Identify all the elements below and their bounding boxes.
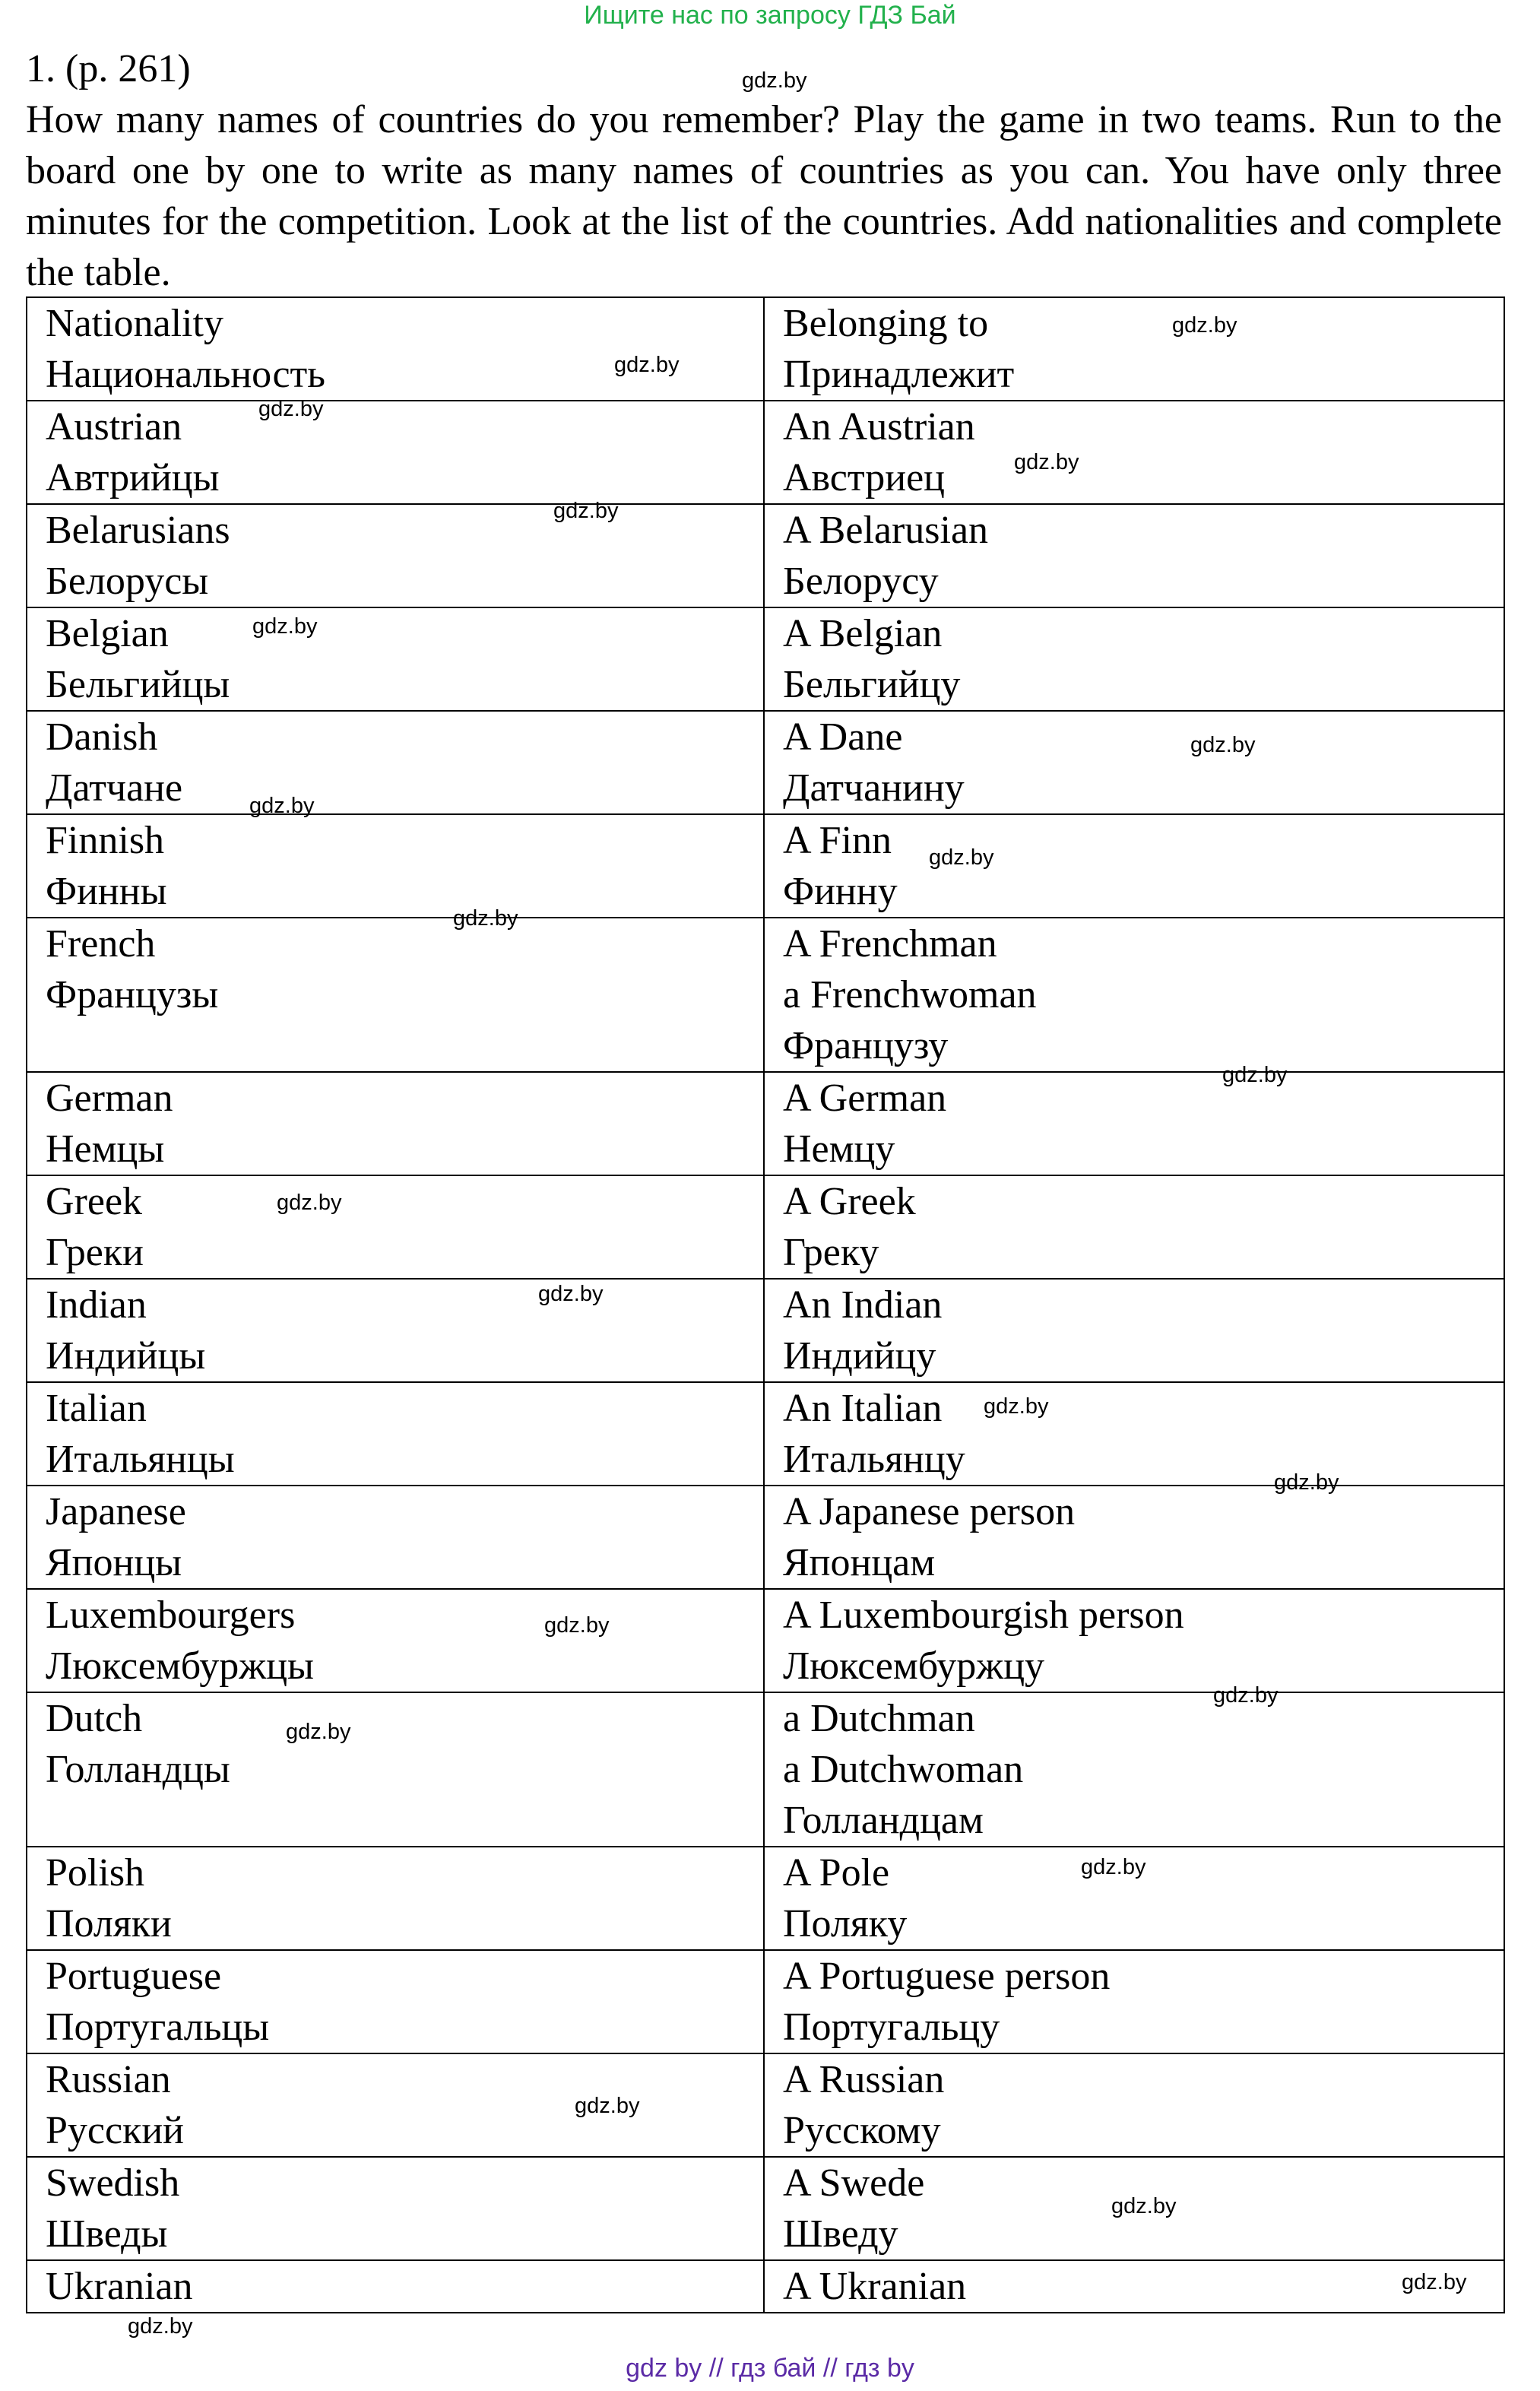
- nationality-text: Belgian: [46, 612, 169, 655]
- belonging-text: A Japanese person: [783, 1490, 1076, 1533]
- nationality-text: Шведы: [46, 2212, 168, 2256]
- table-row: [27, 711, 1504, 814]
- watermark: gdz.by: [258, 397, 324, 421]
- belonging-text: A German: [783, 1077, 947, 1120]
- belonging-text: A Luxembourgish person: [783, 1593, 1184, 1637]
- nationalities-table: [26, 296, 1505, 2313]
- watermark: gdz.by: [984, 1394, 1049, 1419]
- nationality-text: Белорусы: [46, 560, 209, 603]
- watermark: gdz.by: [1014, 450, 1079, 474]
- watermark: gdz.by: [1274, 1470, 1339, 1495]
- nationality-cell: [27, 401, 764, 504]
- belonging-text: Греку: [783, 1231, 879, 1274]
- belonging-text: Русскому: [783, 2109, 941, 2152]
- table-row: [27, 504, 1504, 607]
- belonging-text: A Dane: [783, 715, 903, 759]
- belonging-text: a Dutchman: [783, 1697, 975, 1740]
- belonging-text: An Austrian: [783, 405, 975, 449]
- belonging-text: a Frenchwoman: [783, 973, 1037, 1016]
- header-label-en: Nationality: [46, 302, 223, 345]
- watermark: gdz.by: [1213, 1683, 1279, 1708]
- belonging-text: Португальцу: [783, 2006, 1000, 2049]
- nationality-cell: [27, 2260, 764, 2313]
- table-row: [27, 607, 1504, 711]
- nationality-cell: [27, 2053, 764, 2157]
- belonging-text: An Indian: [783, 1283, 943, 1327]
- watermark: gdz.by: [249, 794, 315, 818]
- belonging-text: Итальянцу: [783, 1438, 965, 1481]
- nationality-text: French: [46, 922, 156, 966]
- belonging-text: Бельгийцу: [783, 663, 961, 706]
- nationality-text: German: [46, 1077, 173, 1120]
- nationality-text: Polish: [46, 1851, 145, 1895]
- belonging-cell: [764, 711, 1504, 814]
- nationality-text: Бельгийцы: [46, 663, 230, 706]
- nationality-cell: [27, 1175, 764, 1279]
- nationality-text: Датчане: [46, 766, 183, 810]
- watermark: gdz.by: [1190, 733, 1256, 757]
- nationality-text: Indian: [46, 1283, 147, 1327]
- belonging-text: A Greek: [783, 1180, 916, 1223]
- nationality-cell: [27, 1072, 764, 1175]
- belonging-cell: [764, 504, 1504, 607]
- belonging-cell: [764, 1382, 1504, 1486]
- watermark: gdz.by: [1402, 2270, 1467, 2294]
- belonging-text: Белорусу: [783, 560, 939, 603]
- nationality-text: Austrian: [46, 405, 182, 449]
- belonging-text: Поляку: [783, 1902, 908, 1945]
- nationality-cell: [27, 1382, 764, 1486]
- watermark: gdz.by: [544, 1613, 610, 1638]
- belonging-cell: [764, 1279, 1504, 1382]
- belonging-text: Немцу: [783, 1127, 895, 1171]
- belonging-cell: [764, 1589, 1504, 1692]
- nationality-cell: [27, 1279, 764, 1382]
- table-row: [27, 1847, 1504, 1950]
- header-label-ru: Национальность: [46, 353, 325, 396]
- belonging-text: A Belgian: [783, 612, 943, 655]
- footer-link[interactable]: gdz by // гдз бай // гдз by: [626, 2354, 914, 2383]
- table-row: [27, 814, 1504, 918]
- belonging-cell: [764, 1175, 1504, 1279]
- header-cell-nationality: [27, 297, 764, 401]
- belonging-cell: [764, 1950, 1504, 2053]
- watermark: gdz.by: [575, 2094, 640, 2118]
- nationality-text: Итальянцы: [46, 1438, 235, 1481]
- belonging-text: A Swede: [783, 2161, 925, 2205]
- nationality-text: Italian: [46, 1387, 147, 1430]
- table-row: [27, 2260, 1504, 2313]
- exercise-instructions: How many names of countries do you remember? Play the game in two teams. Run to the board one by one to write as many names of countries as you can. You have only three minutes for the competition. Look at the list of the countries. Add nationalities and complete the table.: [26, 98, 1502, 294]
- nationality-cell: [27, 1692, 764, 1847]
- nationality-text: Japanese: [46, 1490, 186, 1533]
- nationality-text: Португальцы: [46, 2006, 270, 2049]
- nationality-text: Danish: [46, 715, 158, 759]
- header-link[interactable]: Ищите нас по запросу ГДЗ Бай: [584, 1, 956, 30]
- watermark: gdz.by: [1111, 2194, 1177, 2218]
- watermark: gdz.by: [1081, 1855, 1146, 1879]
- watermark: gdz.by: [553, 499, 619, 523]
- nationality-text: Финны: [46, 870, 167, 913]
- nationality-cell: [27, 711, 764, 814]
- nationality-text: Russian: [46, 2058, 171, 2101]
- table-row: [27, 1072, 1504, 1175]
- watermark: gdz.by: [286, 1720, 351, 1744]
- nationality-cell: [27, 1950, 764, 2053]
- belonging-cell: [764, 1072, 1504, 1175]
- watermark: gdz.by: [742, 68, 807, 93]
- belonging-text: A Portuguese person: [783, 1955, 1111, 1998]
- table-row: [27, 401, 1504, 504]
- nationality-cell: [27, 1589, 764, 1692]
- nationality-cell: [27, 607, 764, 711]
- table-row: [27, 1175, 1504, 1279]
- belonging-text: A Ukranian: [783, 2265, 967, 2308]
- nationality-cell: [27, 1486, 764, 1589]
- table-row: [27, 2157, 1504, 2260]
- exercise-number: 1. (p. 261): [26, 47, 191, 90]
- nationality-text: Французы: [46, 973, 219, 1016]
- belonging-cell: [764, 814, 1504, 918]
- nationality-text: Немцы: [46, 1127, 165, 1171]
- table-row: [27, 918, 1504, 1072]
- belonging-text: Японцам: [783, 1541, 936, 1584]
- belonging-cell: [764, 607, 1504, 711]
- header-label-en: Belonging to: [783, 302, 989, 345]
- belonging-text: a Dutchwoman: [783, 1748, 1024, 1791]
- belonging-cell: [764, 2260, 1504, 2313]
- belonging-cell: [764, 1692, 1504, 1847]
- belonging-text: A Frenchman: [783, 922, 997, 966]
- belonging-cell: [764, 401, 1504, 504]
- nationality-text: Индийцы: [46, 1334, 206, 1378]
- nationality-text: Dutch: [46, 1697, 143, 1740]
- nationality-text: Greek: [46, 1180, 143, 1223]
- nationality-cell: [27, 1847, 764, 1950]
- nationality-cell: [27, 918, 764, 1072]
- belonging-cell: [764, 2053, 1504, 2157]
- belonging-text: Люксембуржцу: [783, 1644, 1045, 1688]
- nationality-cell: [27, 2157, 764, 2260]
- nationality-text: Русский: [46, 2109, 184, 2152]
- nationality-cell: [27, 814, 764, 918]
- nationality-text: Ukranian: [46, 2265, 193, 2308]
- watermark: gdz.by: [614, 353, 680, 377]
- watermark: gdz.by: [538, 1282, 604, 1306]
- nationality-text: Luxembourgers: [46, 1593, 296, 1637]
- nationality-text: Голландцы: [46, 1748, 230, 1791]
- nationality-text: Автрийцы: [46, 456, 220, 499]
- table-row: [27, 2053, 1504, 2157]
- header-cell-belonging: [764, 297, 1504, 401]
- nationality-text: Поляки: [46, 1902, 172, 1945]
- table-row: [27, 1692, 1504, 1847]
- nationality-text: Люксембуржцы: [46, 1644, 314, 1688]
- watermark: gdz.by: [453, 906, 518, 931]
- belonging-text: Австриец: [783, 456, 945, 499]
- table-row: [27, 1589, 1504, 1692]
- watermark: gdz.by: [929, 845, 994, 870]
- nationality-text: Belarusians: [46, 509, 230, 552]
- nationality-text: Portuguese: [46, 1955, 222, 1998]
- table-row: [27, 1486, 1504, 1589]
- belonging-text: A Belarusian: [783, 509, 989, 552]
- nationality-text: Finnish: [46, 819, 165, 862]
- belonging-text: A Pole: [783, 1851, 890, 1895]
- watermark: gdz.by: [252, 614, 318, 639]
- header-label-ru: Принадлежит: [783, 353, 1015, 396]
- belonging-text: A Russian: [783, 2058, 945, 2101]
- belonging-cell: [764, 1486, 1504, 1589]
- belonging-text: Датчанину: [783, 766, 965, 810]
- table-header-row: [27, 297, 1504, 401]
- nationality-cell: [27, 504, 764, 607]
- belonging-cell: [764, 918, 1504, 1072]
- watermark: gdz.by: [277, 1191, 342, 1215]
- watermark: gdz.by: [128, 2314, 193, 2339]
- belonging-text: Голландцам: [783, 1799, 984, 1842]
- nationality-text: Греки: [46, 1231, 144, 1274]
- belonging-text: Финну: [783, 870, 898, 913]
- watermark: gdz.by: [1222, 1063, 1288, 1087]
- table-row: [27, 1279, 1504, 1382]
- belonging-text: Французу: [783, 1024, 949, 1067]
- watermark: gdz.by: [1172, 313, 1237, 338]
- belonging-text: A Finn: [783, 819, 892, 862]
- belonging-text: Шведу: [783, 2212, 898, 2256]
- nationality-text: Японцы: [46, 1541, 182, 1584]
- belonging-text: Индийцу: [783, 1334, 936, 1378]
- belonging-text: An Italian: [783, 1387, 943, 1430]
- nationality-text: Swedish: [46, 2161, 180, 2205]
- table-row: [27, 1950, 1504, 2053]
